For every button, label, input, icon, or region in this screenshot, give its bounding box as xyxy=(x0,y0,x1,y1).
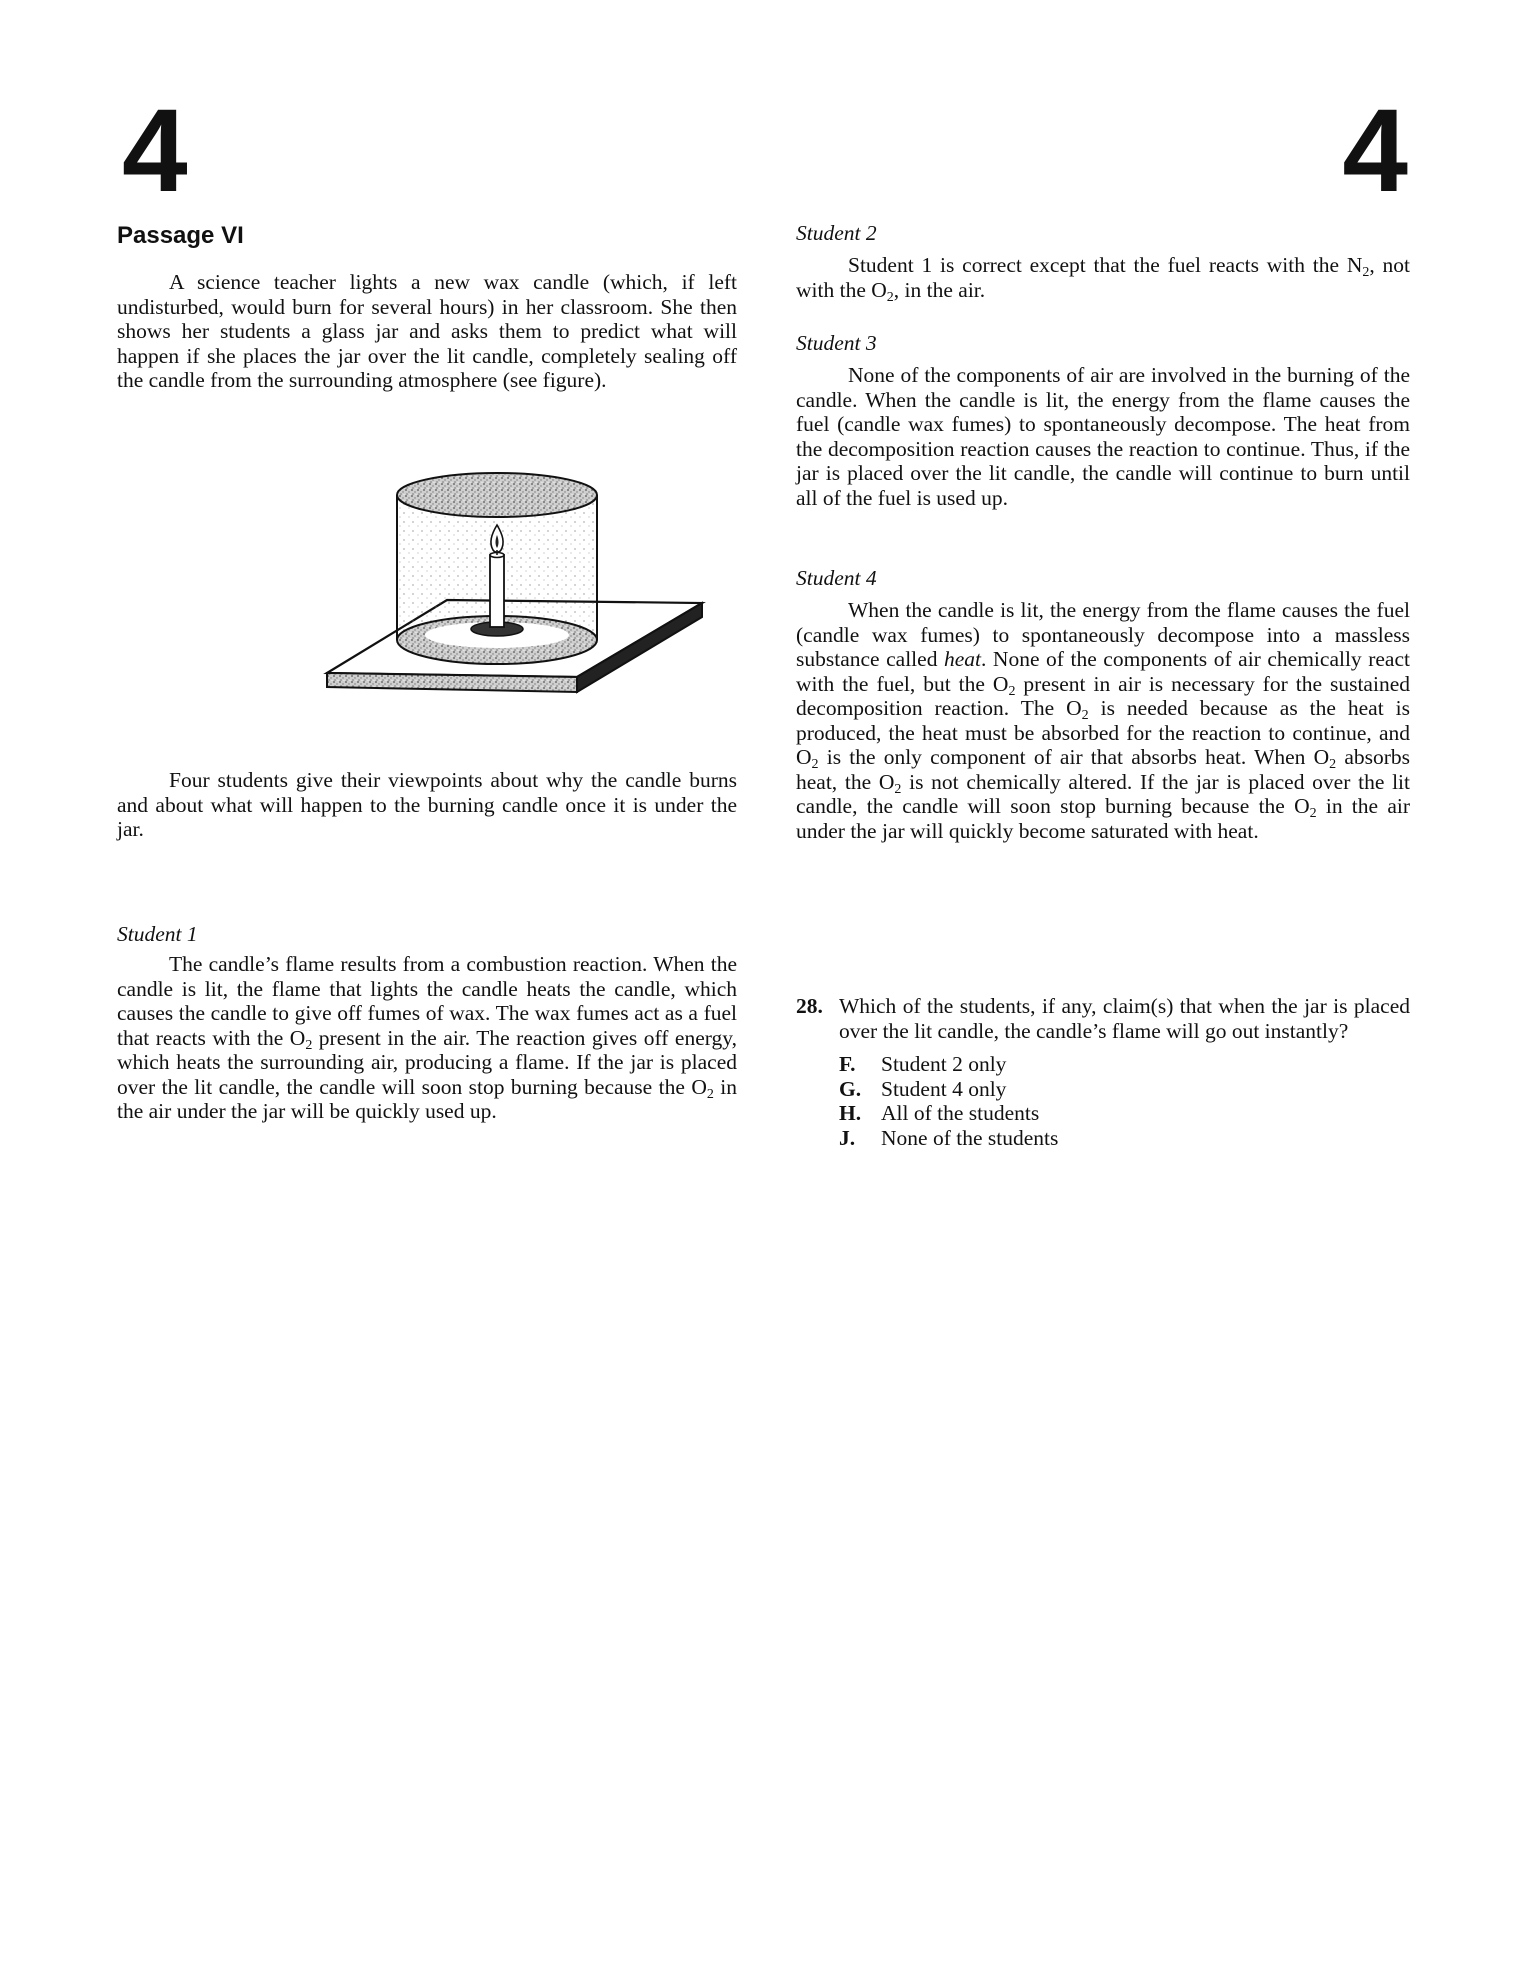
option-letter: G. xyxy=(839,1076,862,1101)
student-1-text: The candle’s flame results from a combustion reaction. When the candle is lit, the flame that lights the candle heats the candle, which causes the candle to give off fumes of wax. The wax fumes act as a fuel that reacts with the $O_2$ present in the air. The reaction gives off energy, which heats the surrounding air, producing a flame. If the jar is placed over the lit candle, the candle will soon stop burning because the $O_2$ in the air under the jar will be quickly used up. xyxy=(117,952,737,1123)
student-4-text: When the candle is lit, the energy from the flame causes the fuel (candle wax fumes) to spontaneously decompose into a massless substance called heat. None of the components of air chemically react with the fuel, but the $O_2$ present in air is necessary for the sustained decomposition reaction. The $O_2$ is needed because as the heat is produced, the heat must be absorbed for the reaction to continue, and $O_2$ is the only component of air that absorbs heat. When $O_2$ absorbs heat, the $O_2$ is not chemically altered. If the jar is placed over the lit candle, the candle will soon stop burning because the $O_2$ in the air under the jar will quickly become saturated with heat. xyxy=(796,598,1410,843)
answer-option-f[interactable] xyxy=(839,1052,1410,1077)
student-3-heading: Student 3 xyxy=(796,331,877,355)
candle-jar-figure xyxy=(267,465,707,725)
answer-option-j[interactable] xyxy=(839,1126,1410,1151)
passage-intro: A science teacher lights a new wax candle (which, if left undisturbed, would burn for several hours) in her classroom. She then shows her students a glass jar and asks them to predict what will happen if she places the jar over the lit candle, completely sealing off the candle from the surrounding atmosphere (see figure). xyxy=(117,270,737,392)
candle-stick xyxy=(490,555,504,627)
jar-top-lid xyxy=(397,473,597,517)
student-4-heading: Student 4 xyxy=(796,566,877,590)
section-number-right: 4 xyxy=(1342,85,1406,217)
base-front-face xyxy=(327,673,577,692)
option-text: Student 4 only xyxy=(881,1076,1007,1101)
option-text: Student 2 only xyxy=(881,1052,1007,1076)
answer-option-h[interactable] xyxy=(839,1101,1410,1126)
question-28 xyxy=(796,994,1410,1150)
option-text: None of the students xyxy=(881,1125,1059,1150)
student-3-text: None of the components of air are involved in the burning of the candle. When the candle is lit, the energy from the flame causes the fuel (candle wax fumes) to spontaneously decompose. The heat from the decomposition reaction causes the reaction to continue. Thus, if the jar is placed over the lit candle, the candle will continue to burn until all of the fuel is used up. xyxy=(796,363,1410,510)
option-letter: J. xyxy=(839,1125,856,1150)
passage-after-figure: Four students give their viewpoints about why the candle burns and about what will happen to the burning candle once it is under the jar. xyxy=(117,768,737,841)
passage-title: Passage VI xyxy=(117,222,244,249)
option-letter: F. xyxy=(839,1052,856,1076)
answer-option-g[interactable] xyxy=(839,1077,1410,1102)
option-letter: H. xyxy=(839,1101,862,1125)
student-1-heading: Student 1 xyxy=(117,922,198,946)
answer-options xyxy=(839,1052,1410,1150)
option-text: All of the students xyxy=(881,1101,1040,1125)
question-number: 28. xyxy=(796,994,823,1018)
section-number-left: 4 xyxy=(122,85,186,217)
question-stem: Which of the students, if any, claim(s) that when the jar is placed over the lit candle, the candle’s flame will go out instantly? xyxy=(839,994,1410,1043)
student-2-heading: Student 2 xyxy=(796,221,877,245)
student-2-text: Student 1 is correct except that the fuel reacts with the $N_2$, not with the $O_2$, in the air. xyxy=(796,253,1410,305)
